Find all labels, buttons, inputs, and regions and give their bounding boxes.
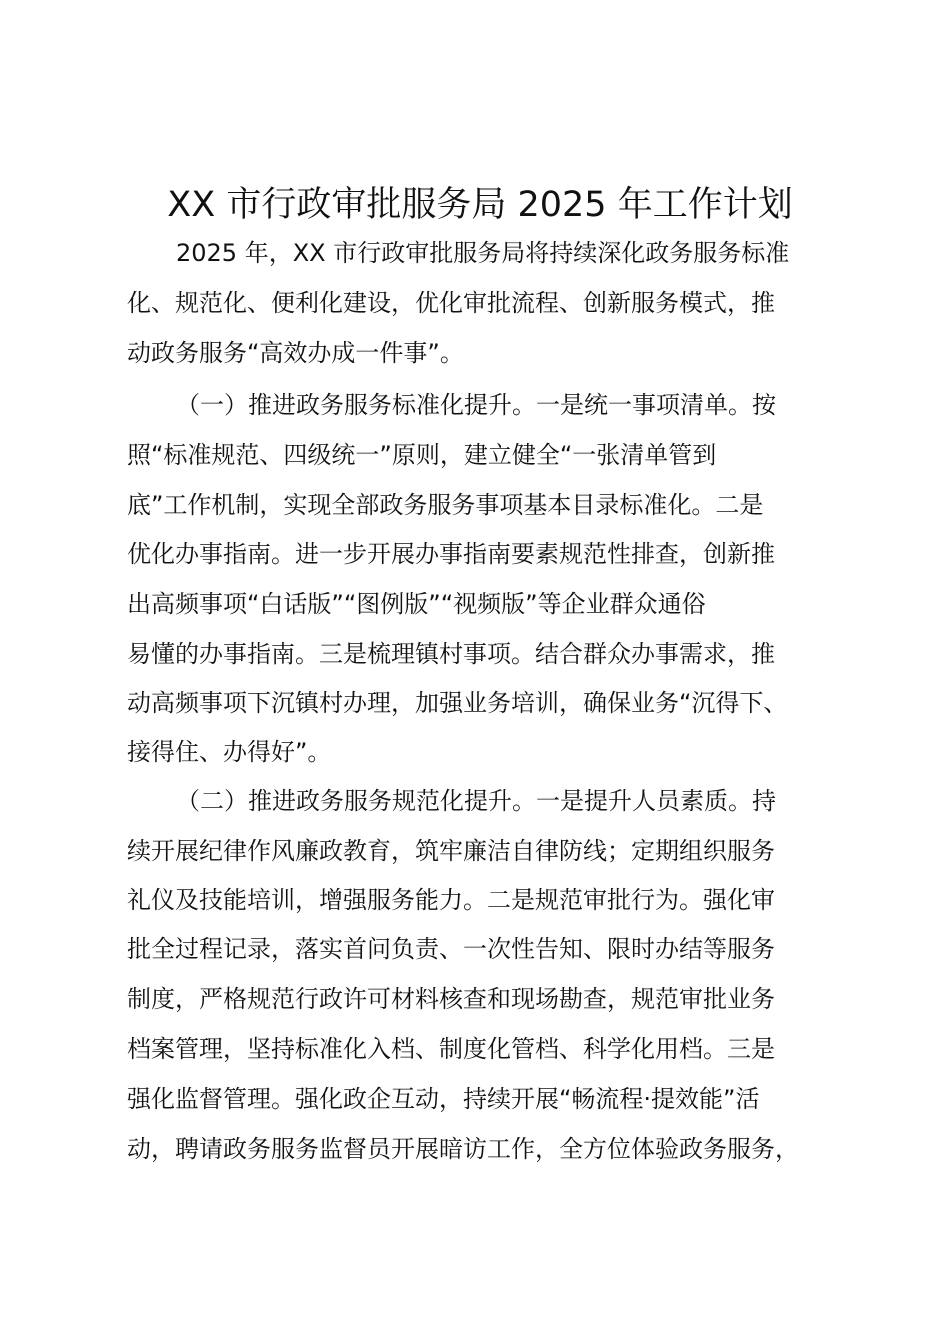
paragraph-section-1-line-3: 底”工作机制，实现全部政务服务事项基本目录标准化。二是 (127, 491, 764, 519)
paragraph-section-1-line-1: （一）推进政务服务标准化提升。一是统一事项清单。按 (176, 391, 776, 419)
paragraph-section-1-line-7: 动高频事项下沉镇村办理，加强业务培训，确保业务“沉得下、 (127, 689, 788, 717)
paragraph-section-2-line-8: 动，聘请政务服务监督员开展暗访工作，全方位体验政务服务， (127, 1135, 799, 1163)
paragraph-section-2-line-2: 续开展纪律作风廉政教育，筑牢廉洁自律防线；定期组织服务 (127, 837, 775, 865)
paragraph-intro-line-3: 动政务服务“高效办成一件事”。 (127, 339, 464, 367)
paragraph-section-2-line-7: 强化监督管理。强化政企互动，持续开展“畅流程·提效能”活 (127, 1085, 760, 1113)
paragraph-intro-line-2: 化、规范化、便利化建设，优化审批流程、创新服务模式，推 (127, 289, 775, 317)
paragraph-section-2-line-4: 批全过程记录，落实首问负责、一次性告知、限时办结等服务 (127, 935, 775, 963)
paragraph-section-2-line-6: 档案管理，坚持标准化入档、制度化管档、科学化用档。三是 (127, 1035, 775, 1063)
paragraph-section-1-line-4: 优化办事指南。进一步开展办事指南要素规范性排查，创新推 (127, 540, 775, 568)
paragraph-section-1-line-5: 出高频事项“白话版”“图例版”“视频版”等企业群众通俗 (127, 590, 706, 618)
paragraph-section-1-line-8: 接得住、办得好”。 (127, 738, 332, 766)
paragraph-section-2-line-1: （二）推进政务服务规范化提升。一是提升人员素质。持 (176, 787, 776, 815)
paragraph-section-2-line-3: 礼仪及技能培训，增强服务能力。二是规范审批行为。强化审 (127, 886, 775, 914)
paragraph-intro-line-1: 2025 年，XX 市行政审批服务局将持续深化政务服务标准 (176, 239, 790, 267)
paragraph-section-2-line-5: 制度，严格规范行政许可材料核查和现场勘查，规范审批业务 (127, 985, 775, 1013)
paragraph-section-1-line-2: 照“标准规范、四级统一”原则，建立健全“一张清单管到 (127, 441, 717, 469)
document-title: XX 市行政审批服务局 2025 年工作计划 (167, 185, 793, 225)
paragraph-section-1-line-6: 易懂的办事指南。三是梳理镇村事项。结合群众办事需求，推 (127, 640, 775, 668)
